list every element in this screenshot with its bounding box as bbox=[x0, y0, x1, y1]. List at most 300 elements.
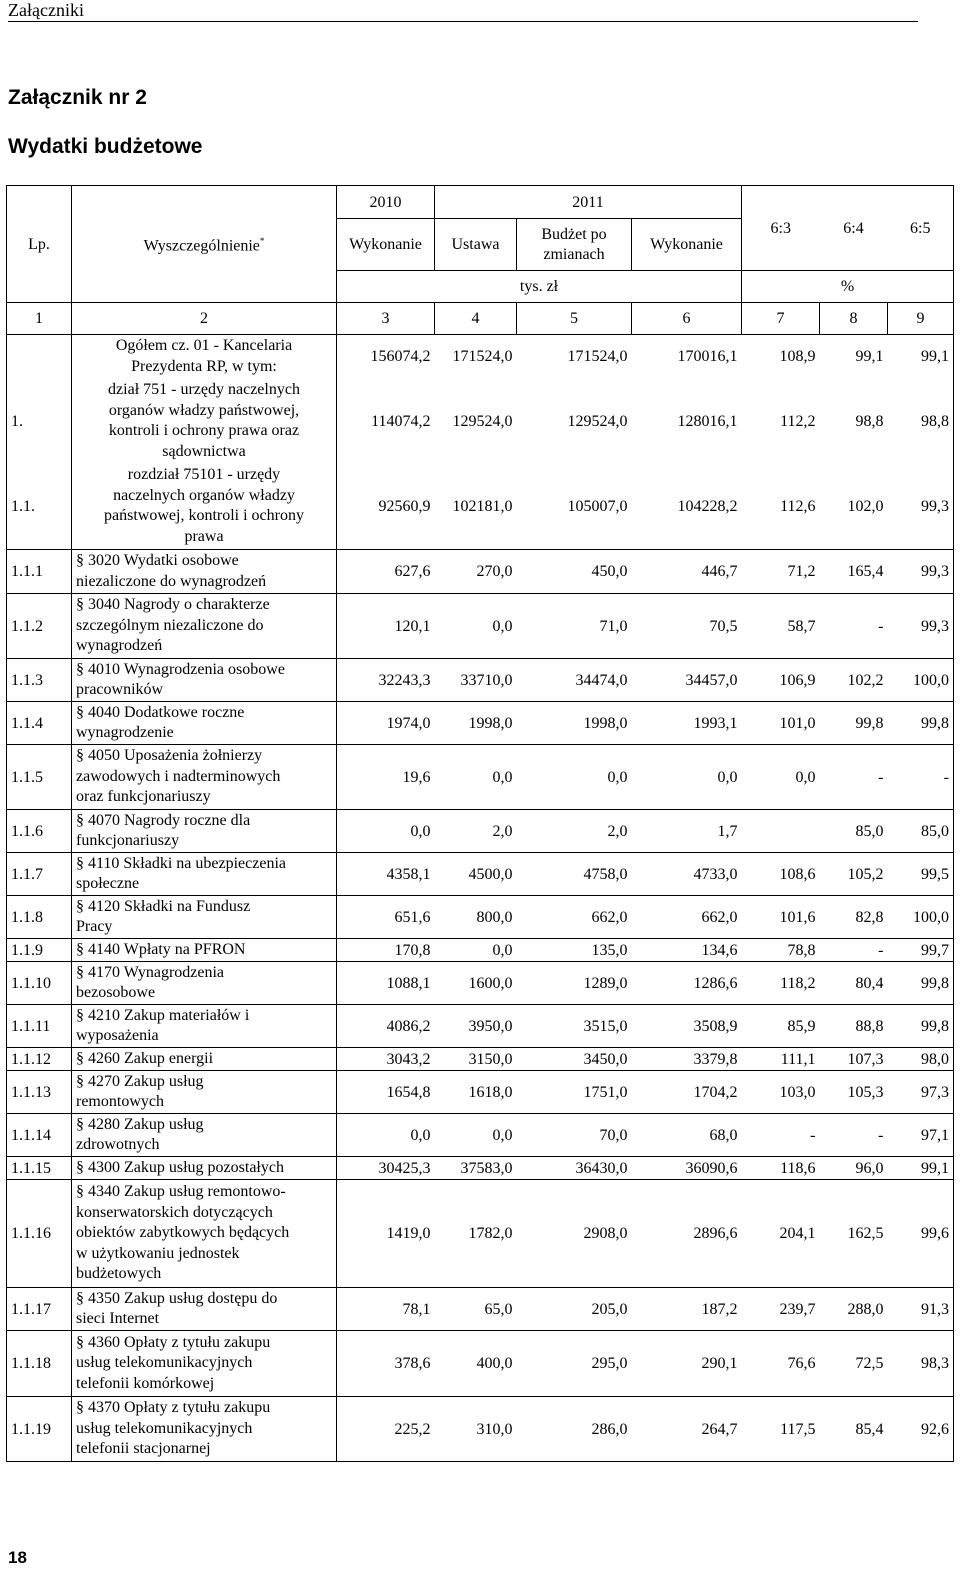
value-cell: 78,1 bbox=[337, 1288, 435, 1331]
value-cell: 662,0 bbox=[632, 896, 742, 939]
desc-cell bbox=[72, 1071, 337, 1114]
lp-cell: 1.1.19 bbox=[7, 1397, 72, 1462]
value-cell: 4086,2 bbox=[337, 1005, 435, 1048]
desc-line: zawodowych i nadterminowych bbox=[76, 767, 281, 785]
header-year-2011: 2011 bbox=[435, 186, 742, 219]
desc-cell bbox=[72, 1180, 337, 1288]
desc-cell bbox=[72, 659, 337, 702]
desc-line: § 4350 Zakup usług dostępu do bbox=[76, 1289, 278, 1307]
value-cell: 2,0 bbox=[517, 810, 632, 853]
desc-line: organów władzy państwowej, bbox=[108, 401, 300, 419]
table-row bbox=[7, 1048, 954, 1071]
desc-line: § 4070 Nagrody roczne dla bbox=[76, 811, 251, 829]
colnum: 8 bbox=[820, 303, 888, 335]
lp-cell: 1.1.6 bbox=[7, 810, 72, 853]
header-spec-footnote-mark: * bbox=[259, 236, 265, 247]
table-row bbox=[7, 1288, 954, 1331]
value-cell: 71,2 bbox=[742, 550, 820, 594]
value-cell: 99,3 bbox=[888, 464, 954, 550]
page-number: 18 bbox=[8, 1548, 27, 1567]
value-cell: 627,6 bbox=[337, 550, 435, 594]
value-cell: 85,0 bbox=[888, 810, 954, 853]
value-cell: 118,2 bbox=[742, 962, 820, 1005]
value-cell: 78,8 bbox=[742, 939, 820, 962]
value-cell: 1751,0 bbox=[517, 1071, 632, 1114]
lp-cell: 1.1.10 bbox=[7, 962, 72, 1005]
value-cell: 99,3 bbox=[888, 594, 954, 659]
value-cell: 1419,0 bbox=[337, 1180, 435, 1288]
table-row bbox=[7, 1397, 954, 1462]
value-cell: 129524,0 bbox=[452, 412, 513, 430]
value-cell: 105,2 bbox=[820, 853, 888, 896]
value-cell: 102,0 bbox=[820, 464, 888, 550]
value-cell: 105,3 bbox=[820, 1071, 888, 1114]
value-cell: 135,0 bbox=[517, 939, 632, 962]
value-cell: 0,0 bbox=[435, 594, 517, 659]
value-cell: 99,1 bbox=[888, 1157, 954, 1180]
value-cell: 170,8 bbox=[337, 939, 435, 962]
value-cell: 100,0 bbox=[888, 659, 954, 702]
value-cell: 82,8 bbox=[820, 896, 888, 939]
value-cell: 108,6 bbox=[742, 853, 820, 896]
value-cell: 108,9 bbox=[742, 335, 820, 379]
value-cell: 1618,0 bbox=[435, 1071, 517, 1114]
header-unit-money: tys. zł bbox=[337, 271, 742, 303]
desc-line: usług telekomunikacyjnych bbox=[76, 1419, 253, 1437]
colnum: 5 bbox=[517, 303, 632, 335]
value-cell: 4500,0 bbox=[435, 853, 517, 896]
desc-cell bbox=[72, 896, 337, 939]
lp-cell: 1.1.8 bbox=[7, 896, 72, 939]
desc-line: § 4210 Zakup materiałów i bbox=[76, 1006, 250, 1024]
value-cell: 0,0 bbox=[337, 810, 435, 853]
value-cell: 98,8 bbox=[888, 379, 954, 464]
desc-line: § 4270 Zakup usług bbox=[76, 1072, 204, 1090]
lp-cell: 1. bbox=[7, 379, 72, 464]
value-cell: 128016,1 bbox=[677, 412, 738, 430]
section-title: Wydatki budżetowe bbox=[8, 135, 203, 158]
lp-cell: 1.1.2 bbox=[7, 594, 72, 659]
desc-cell bbox=[72, 1288, 337, 1331]
desc-line: usług telekomunikacyjnych bbox=[76, 1354, 253, 1372]
table-row-rozdzial bbox=[7, 464, 954, 550]
value-cell bbox=[742, 810, 820, 853]
colnum: 7 bbox=[742, 303, 820, 335]
desc-line: obiektów zabytkowych będących bbox=[76, 1224, 290, 1242]
value-cell: 2908,0 bbox=[517, 1180, 632, 1288]
value-cell: 99,1 bbox=[888, 335, 954, 379]
value-cell: 19,6 bbox=[337, 745, 435, 810]
desc-line: prawa bbox=[184, 527, 224, 545]
value-cell: 288,0 bbox=[820, 1288, 888, 1331]
value-cell: 3508,9 bbox=[632, 1005, 742, 1048]
value-cell: - bbox=[820, 594, 888, 659]
value-cell: 264,7 bbox=[632, 1397, 742, 1462]
value-cell: 58,7 bbox=[742, 594, 820, 659]
value-cell: 117,5 bbox=[742, 1397, 820, 1462]
desc-line: pracowników bbox=[76, 681, 164, 698]
value-cell: 170016,1 bbox=[632, 335, 742, 379]
lp-cell bbox=[7, 335, 72, 379]
table-row bbox=[7, 1114, 954, 1157]
value-cell: 68,0 bbox=[632, 1114, 742, 1157]
desc-line: § 4040 Dodatkowe roczne bbox=[76, 703, 245, 721]
table-row bbox=[7, 1331, 954, 1397]
value-cell: 107,3 bbox=[820, 1048, 888, 1071]
value-cell: 0,0 bbox=[632, 745, 742, 810]
value-cell: 450,0 bbox=[517, 550, 632, 594]
value-cell: 102181,0 bbox=[435, 464, 517, 550]
value-cell: 295,0 bbox=[517, 1331, 632, 1397]
value-cell: 187,2 bbox=[632, 1288, 742, 1331]
value-cell: 98,0 bbox=[888, 1048, 954, 1071]
value-cell: 800,0 bbox=[435, 896, 517, 939]
desc-line: remontowych bbox=[76, 1093, 164, 1110]
desc-cell bbox=[72, 379, 337, 464]
desc-line: § 4280 Zakup usług bbox=[76, 1115, 204, 1133]
lp-cell: 1.1.12 bbox=[7, 1048, 72, 1071]
value-cell: - bbox=[820, 1114, 888, 1157]
table-row bbox=[7, 702, 954, 745]
value-cell: 36090,6 bbox=[632, 1157, 742, 1180]
desc-line: § 4110 Składki na ubezpieczenia bbox=[76, 854, 286, 872]
desc-line: § 4170 Wynagrodzenia bbox=[76, 963, 225, 981]
value-cell: 114074,2 bbox=[337, 379, 435, 464]
desc-line: § 4360 Opłaty z tytułu zakupu bbox=[76, 1333, 271, 1351]
value-cell: 85,4 bbox=[820, 1397, 888, 1462]
colnum: 4 bbox=[435, 303, 517, 335]
value-cell: 100,0 bbox=[888, 896, 954, 939]
desc-line: § 4120 Składki na Fundusz bbox=[76, 897, 251, 915]
desc-cell bbox=[72, 335, 337, 379]
value-cell: 3043,2 bbox=[337, 1048, 435, 1071]
value-cell: 97,3 bbox=[888, 1071, 954, 1114]
desc-line: oraz funkcjonariuszy bbox=[76, 788, 211, 806]
value-cell: 65,0 bbox=[435, 1288, 517, 1331]
desc-line: wynagrodzenie bbox=[76, 724, 174, 741]
value-cell: 99,8 bbox=[888, 1005, 954, 1048]
lp-cell: 1.1. bbox=[7, 464, 72, 550]
value-cell: 101,6 bbox=[742, 896, 820, 939]
value-cell: 0,0 bbox=[435, 939, 517, 962]
value-cell: 118,6 bbox=[742, 1157, 820, 1180]
desc-line: funkcjonariuszy bbox=[76, 832, 180, 849]
value-cell: 1289,0 bbox=[517, 962, 632, 1005]
value-cell: 400,0 bbox=[435, 1331, 517, 1397]
desc-cell bbox=[72, 1048, 337, 1071]
header-wykonanie-2011: Wykonanie bbox=[632, 219, 742, 271]
value-cell: 0,0 bbox=[517, 745, 632, 810]
value-cell: 99,3 bbox=[888, 550, 954, 594]
desc-cell bbox=[72, 1114, 337, 1157]
value-cell: 165,4 bbox=[820, 550, 888, 594]
desc-line: § 4140 Wpłaty na PFRON bbox=[76, 940, 246, 958]
lp-cell: 1.1.3 bbox=[7, 659, 72, 702]
desc-line: budżetowych bbox=[76, 1265, 162, 1283]
desc-line: sądownictwa bbox=[162, 442, 246, 460]
value-cell: 80,4 bbox=[820, 962, 888, 1005]
value-cell: 134,6 bbox=[632, 939, 742, 962]
value-cell: 106,9 bbox=[742, 659, 820, 702]
value-cell: 310,0 bbox=[435, 1397, 517, 1462]
lp-cell: 1.1.14 bbox=[7, 1114, 72, 1157]
desc-line: szczególnym niezaliczone do bbox=[76, 616, 264, 634]
value-cell: 76,6 bbox=[742, 1331, 820, 1397]
desc-line: sieci Internet bbox=[76, 1310, 160, 1327]
value-cell: 239,7 bbox=[742, 1288, 820, 1331]
value-cell: 3950,0 bbox=[435, 1005, 517, 1048]
desc-cell bbox=[72, 810, 337, 853]
desc-line: rozdział 75101 - urzędy bbox=[127, 466, 281, 484]
value-cell: 1974,0 bbox=[337, 702, 435, 745]
desc-line: § 3020 Wydatki osobowe bbox=[76, 552, 239, 569]
value-cell: 112,2 bbox=[780, 412, 816, 430]
value-cell: 3515,0 bbox=[517, 1005, 632, 1048]
header-spec bbox=[72, 186, 337, 303]
desc-line: państwowej, kontroli i ochrony bbox=[104, 507, 304, 525]
lp-cell: 1.1.15 bbox=[7, 1157, 72, 1180]
desc-cell bbox=[72, 962, 337, 1005]
desc-line: w użytkowaniu jednostek bbox=[76, 1244, 240, 1262]
value-cell: - bbox=[888, 745, 954, 810]
colnum: 9 bbox=[888, 303, 954, 335]
value-cell: 3379,8 bbox=[632, 1048, 742, 1071]
value-cell: 1654,8 bbox=[337, 1071, 435, 1114]
value-cell: 1704,2 bbox=[632, 1071, 742, 1114]
value-cell: 37583,0 bbox=[435, 1157, 517, 1180]
header-budzet-line1: Budżet po bbox=[541, 225, 607, 243]
value-cell: 98,3 bbox=[888, 1331, 954, 1397]
value-cell: 2,0 bbox=[435, 810, 517, 853]
value-cell: 205,0 bbox=[517, 1288, 632, 1331]
value-cell: 662,0 bbox=[517, 896, 632, 939]
running-header: Załączniki bbox=[8, 0, 918, 22]
desc-cell bbox=[72, 1397, 337, 1462]
desc-cell bbox=[72, 1331, 337, 1397]
desc-line: Prezydenta RP, w tym: bbox=[131, 357, 277, 375]
value-cell: 105007,0 bbox=[517, 464, 632, 550]
lp-cell: 1.1.17 bbox=[7, 1288, 72, 1331]
budget-table bbox=[6, 185, 954, 1462]
value-cell: 101,0 bbox=[742, 702, 820, 745]
table-row bbox=[7, 1071, 954, 1114]
header-budzet bbox=[517, 219, 632, 271]
table-row bbox=[7, 1005, 954, 1048]
desc-line: Ogółem cz. 01 - Kancelaria bbox=[115, 337, 293, 355]
desc-cell bbox=[72, 853, 337, 896]
header-lp: Lp. bbox=[7, 186, 72, 303]
table-row bbox=[7, 939, 954, 962]
value-cell: 3450,0 bbox=[517, 1048, 632, 1071]
desc-line: zdrowotnych bbox=[76, 1136, 160, 1153]
value-cell: - bbox=[820, 939, 888, 962]
value-cell: - bbox=[820, 745, 888, 810]
desc-line: niezaliczone do wynagrodzeń bbox=[76, 572, 267, 590]
value-cell: 99,7 bbox=[888, 939, 954, 962]
value-cell: 33710,0 bbox=[435, 659, 517, 702]
value-cell: 270,0 bbox=[435, 550, 517, 594]
value-cell: 171524,0 bbox=[517, 335, 632, 379]
desc-line: § 3040 Nagrody o charakterze bbox=[76, 596, 270, 614]
table-row bbox=[7, 659, 954, 702]
desc-cell bbox=[72, 1005, 337, 1048]
value-cell: 91,3 bbox=[888, 1288, 954, 1331]
value-cell: 99,1 bbox=[820, 335, 888, 379]
desc-cell bbox=[72, 745, 337, 810]
value-cell: 97,1 bbox=[888, 1114, 954, 1157]
desc-cell bbox=[72, 702, 337, 745]
desc-line: wynagrodzeń bbox=[76, 637, 163, 655]
annex-title: Załącznik nr 2 bbox=[8, 86, 147, 109]
desc-cell bbox=[72, 550, 337, 594]
table-row bbox=[7, 962, 954, 1005]
value-cell: 34474,0 bbox=[517, 659, 632, 702]
value-cell: 92,6 bbox=[888, 1397, 954, 1462]
lp-cell: 1.1.7 bbox=[7, 853, 72, 896]
desc-line: naczelnych organów władzy bbox=[113, 486, 295, 504]
value-cell: 0,0 bbox=[337, 1114, 435, 1157]
value-cell: 1993,1 bbox=[632, 702, 742, 745]
desc-line: § 4260 Zakup energii bbox=[76, 1049, 214, 1067]
value-cell: 171524,0 bbox=[435, 335, 517, 379]
desc-line: § 4300 Zakup usług pozostałych bbox=[76, 1158, 284, 1176]
value-cell: 111,1 bbox=[742, 1048, 820, 1071]
value-cell: 0,0 bbox=[435, 1114, 517, 1157]
table-row-dzial bbox=[7, 379, 954, 464]
value-cell: 34457,0 bbox=[632, 659, 742, 702]
value-cell: 92560,9 bbox=[337, 464, 435, 550]
value-cell: 286,0 bbox=[517, 1397, 632, 1462]
lp-cell: 1.1.13 bbox=[7, 1071, 72, 1114]
desc-line: Pracy bbox=[76, 918, 113, 935]
table-row bbox=[7, 594, 954, 659]
value-cell: 99,8 bbox=[888, 702, 954, 745]
value-cell: 225,2 bbox=[337, 1397, 435, 1462]
lp-cell: 1.1.9 bbox=[7, 939, 72, 962]
value-cell: 32243,3 bbox=[337, 659, 435, 702]
table-row bbox=[7, 853, 954, 896]
value-cell: 0,0 bbox=[435, 745, 517, 810]
desc-line: § 4010 Wynagrodzenia osobowe bbox=[76, 660, 285, 678]
value-cell: 112,6 bbox=[742, 464, 820, 550]
table-row bbox=[7, 810, 954, 853]
value-cell: 4758,0 bbox=[517, 853, 632, 896]
desc-cell bbox=[72, 594, 337, 659]
lp-cell: 1.1.5 bbox=[7, 745, 72, 810]
header-ratio-63: 6:3 bbox=[742, 186, 820, 271]
value-cell: 290,1 bbox=[632, 1331, 742, 1397]
desc-line: kontroli i ochrony prawa oraz bbox=[108, 422, 300, 439]
value-cell: 204,1 bbox=[742, 1180, 820, 1288]
table-row bbox=[7, 550, 954, 594]
value-cell: 99,6 bbox=[888, 1180, 954, 1288]
desc-line: dział 751 - urzędy naczelnych bbox=[108, 381, 300, 398]
value-cell: 3150,0 bbox=[435, 1048, 517, 1071]
lp-cell: 1.1.16 bbox=[7, 1180, 72, 1288]
value-cell: 71,0 bbox=[517, 594, 632, 659]
desc-line: wyposażenia bbox=[76, 1027, 159, 1044]
value-cell: 1998,0 bbox=[435, 702, 517, 745]
value-cell: 96,0 bbox=[820, 1157, 888, 1180]
value-cell: 88,8 bbox=[820, 1005, 888, 1048]
value-cell: 446,7 bbox=[632, 550, 742, 594]
header-wykonanie-2010: Wykonanie bbox=[337, 219, 435, 271]
lp-cell: 1.1.1 bbox=[7, 550, 72, 594]
value-cell: 85,9 bbox=[742, 1005, 820, 1048]
table-row bbox=[7, 896, 954, 939]
value-cell: 4358,1 bbox=[337, 853, 435, 896]
value-cell: 99,5 bbox=[888, 853, 954, 896]
value-cell: 70,0 bbox=[517, 1114, 632, 1157]
value-cell: 72,5 bbox=[820, 1331, 888, 1397]
value-cell: 102,2 bbox=[820, 659, 888, 702]
header-unit-percent: % bbox=[742, 271, 954, 303]
desc-cell bbox=[72, 1157, 337, 1180]
value-cell: 104228,2 bbox=[632, 464, 742, 550]
value-cell: 70,5 bbox=[632, 594, 742, 659]
table-row bbox=[7, 1180, 954, 1288]
value-cell: - bbox=[742, 1114, 820, 1157]
header-row-colnums bbox=[7, 303, 954, 335]
header-ratio-64: 6:4 bbox=[820, 186, 888, 271]
table-row bbox=[7, 1157, 954, 1180]
header-spec-label: Wyszczególnienie bbox=[143, 237, 260, 255]
value-cell: 129524,0 bbox=[567, 412, 628, 430]
value-cell: 4733,0 bbox=[632, 853, 742, 896]
desc-line: § 4340 Zakup usług remontowo- bbox=[76, 1183, 286, 1201]
value-cell: 162,5 bbox=[820, 1180, 888, 1288]
colnum: 2 bbox=[72, 303, 337, 335]
table-row-total bbox=[7, 335, 954, 379]
lp-cell: 1.1.11 bbox=[7, 1005, 72, 1048]
desc-line: telefonii stacjonarnej bbox=[76, 1440, 211, 1458]
desc-line: konserwatorskich dotyczących bbox=[76, 1203, 273, 1221]
value-cell: 103,0 bbox=[742, 1071, 820, 1114]
desc-cell bbox=[72, 939, 337, 962]
desc-line: telefonii komórkowej bbox=[76, 1374, 215, 1392]
colnum: 1 bbox=[7, 303, 72, 335]
header-ustawa: Ustawa bbox=[435, 219, 517, 271]
desc-cell bbox=[72, 464, 337, 550]
value-cell: 651,6 bbox=[337, 896, 435, 939]
header-year-2010: 2010 bbox=[337, 186, 435, 219]
value-cell: 85,0 bbox=[820, 810, 888, 853]
desc-line: bezosobowe bbox=[76, 984, 156, 1001]
value-cell: 1286,6 bbox=[632, 962, 742, 1005]
value-cell: 120,1 bbox=[337, 594, 435, 659]
value-cell: 1998,0 bbox=[517, 702, 632, 745]
value-cell: 156074,2 bbox=[337, 335, 435, 379]
lp-cell: 1.1.18 bbox=[7, 1331, 72, 1397]
value-cell: 1600,0 bbox=[435, 962, 517, 1005]
table-row bbox=[7, 745, 954, 810]
header-ratio-65: 6:5 bbox=[888, 186, 954, 271]
value-cell: 98,8 bbox=[855, 412, 884, 430]
value-cell: 2896,6 bbox=[632, 1180, 742, 1288]
value-cell: 30425,3 bbox=[337, 1157, 435, 1180]
value-cell: 1,7 bbox=[632, 810, 742, 853]
header-budzet-line2: zmianach bbox=[543, 245, 605, 263]
value-cell: 0,0 bbox=[742, 745, 820, 810]
value-cell: 378,6 bbox=[337, 1331, 435, 1397]
colnum: 3 bbox=[337, 303, 435, 335]
value-cell: 36430,0 bbox=[517, 1157, 632, 1180]
value-cell: 99,8 bbox=[820, 702, 888, 745]
value-cell: 99,8 bbox=[888, 962, 954, 1005]
header-row-years bbox=[7, 186, 954, 219]
desc-line: § 4370 Opłaty z tytułu zakupu bbox=[76, 1399, 271, 1417]
value-cell: 1782,0 bbox=[435, 1180, 517, 1288]
